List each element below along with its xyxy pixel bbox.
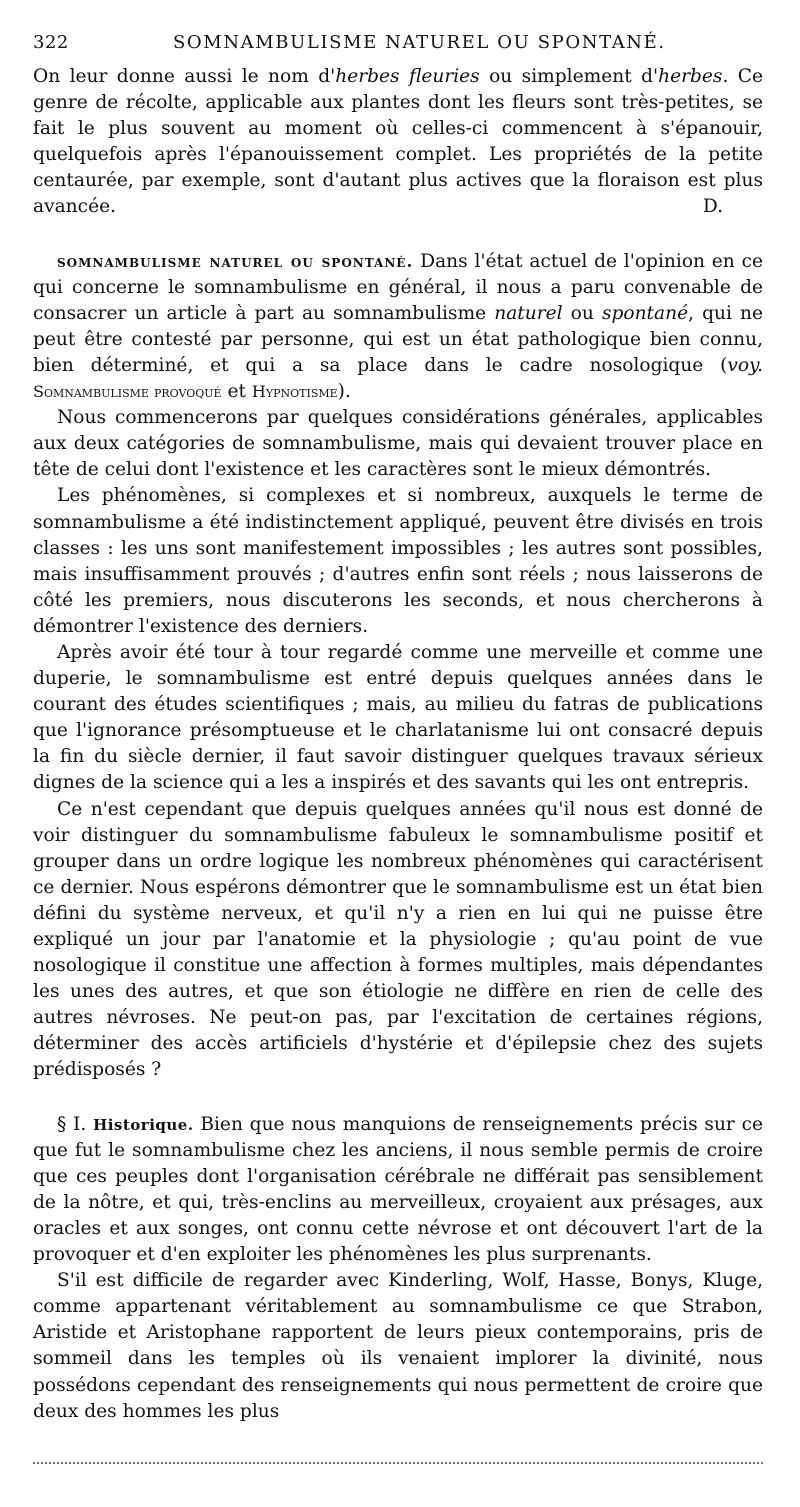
running-header	[33, 32, 763, 58]
italic-term: herbes	[658, 66, 723, 87]
running-title: SOMNAMBULISME NATUREL OU SPONTANÉ.	[173, 32, 666, 53]
italic-term: naturel	[494, 302, 563, 324]
italic-term: voy.	[727, 354, 763, 376]
text-span: ).	[337, 381, 351, 403]
paragraph-historique	[33, 1112, 763, 1269]
paragraph-herbes	[33, 64, 763, 221]
paragraph-somnambulisme-positif: Ce n'est cependant que depuis quelques années qu'il nous est donné de voir distinguer du somnambulisme fabuleux le somnambulisme positif et grouper dans un ordre logique les nombreux phénomènes qui caractérisent ce dernier. Nous espérons démontrer que le somnambulisme est un état bien défini du système nerveux, et qu'il n'y a rien en lui qui ne puisse être expliqué un jour par l'anatomie et la physiologie ; qu'au point de vue nosologique il constitue une affection à formes multiples, mais dépendantes les unes des autres, et que son étiologie ne diffère en rien de celle des autres névroses. Ne peut-on pas, par l'excitation de certaines régions, déterminer des accès artificiels d'hystérie et d'épilepsie chez des sujets prédisposés ?	[33, 798, 763, 1081]
page-body	[33, 64, 763, 1425]
cross-reference: Hypnotisme	[251, 382, 338, 402]
text-span: , qui ne peut être contesté par personne, qui est un état pathologique bien connu, bien déterminé, et qui a sa place dans le cadre nosologique (	[33, 302, 763, 376]
paragraph-kinderling: S'il est difficile de regarder avec Kinderling, Wolf, Hasse, Bonys, Kluge, comme appartenant véritablement au somnambulisme ce que Strabon, Aristide et Aristophane rapportent de leurs pieux contemporains, pris de sommeil dans les temples où ils venaient implorer la divinité, nous possédons cependant des renseignements qui nous permettent de croire que deux des hommes les plus	[33, 1270, 763, 1422]
italic-term: herbes fleuries	[335, 66, 480, 87]
cross-reference: Somnambulisme provoqué	[33, 382, 222, 402]
text-span: Dans l'état actuel de l'opinion en ce qui concerne le somnambulisme en général, il nous a paru convenable de consacrer un article à part au somnambulisme	[33, 250, 763, 324]
paragraph-considerations: Nous commencerons par quelques considérations générales, applicables aux deux catégories de somnambulisme, mais qui devaient trouver place en tête de celui dont l'existence et les caractères sont le mieux démontrés.	[33, 407, 763, 481]
footer-rule	[33, 1462, 763, 1466]
text-span: . Ce genre de récolte, applicable aux plantes dont les fleurs sont très-petites, se fait le plus souvent au moment où celles-ci commencent à s'épanouir, quelquefois après l'épanouissement complet. Les propriétés de la petite centaurée, par exemple, sont d'autant plus actives que la floraison est plus avancée.	[33, 66, 763, 218]
paragraph-merveille: Après avoir été tour à tour regardé comme une merveille et comme une duperie, le somnambulisme est entré depuis quelques années dans le courant des études scientifiques ; mais, au milieu du fatras de publications que l'ignorance présomptueuse et le charlatanisme lui ont consacré depuis la fin du siècle dernier, il faut savoir distinguer quelques travaux sérieux dignes de la science qui a les a inspirés et des savants qui les ont entrepris.	[33, 641, 763, 794]
author-signature: D.	[702, 196, 723, 218]
section-number: § I.	[57, 1113, 87, 1135]
page-number: 322	[33, 32, 69, 53]
text-span: et	[221, 381, 252, 403]
text-span: On leur donne aussi le nom d'	[33, 66, 336, 87]
entry-heading: somnambulisme naturel ou spontané.	[57, 251, 414, 272]
text-span: Bien que nous manquions de renseignements précis sur ce que fut le somnambulisme chez les anciens, il nous semble permis de croire que ces peuples dont l'organisation cérébrale ne différait pas sensiblement de la nôtre, et qui, très-enclins au merveilleux, croyaient aux présages, aux oracles et aux songes, ont connu cette névrose et ont découvert l'art de la provoquer et d'en exploiter les phénomènes les plus surprenants.	[33, 1113, 763, 1266]
section-heading: Historique.	[93, 1115, 194, 1134]
text-span: ou	[562, 302, 602, 324]
paragraph-entry-intro	[33, 249, 763, 406]
text-span: ou simplement d'	[479, 66, 659, 87]
paragraph-phenomenes: Les phénomènes, si complexes et si nombreux, auxquels le terme de somnambulisme a été indistinctement appliqué, peuvent être divisés en trois classes : les uns sont manifestement impossibles ; les autres sont possibles, mais insuffisamment prouvés ; d'autres enfin sont réels ; nous laisserons de côté les premiers, nous discuterons les seconds, et nous chercherons à démontrer l'existence des derniers.	[33, 485, 763, 637]
italic-term: spontané	[601, 302, 689, 324]
